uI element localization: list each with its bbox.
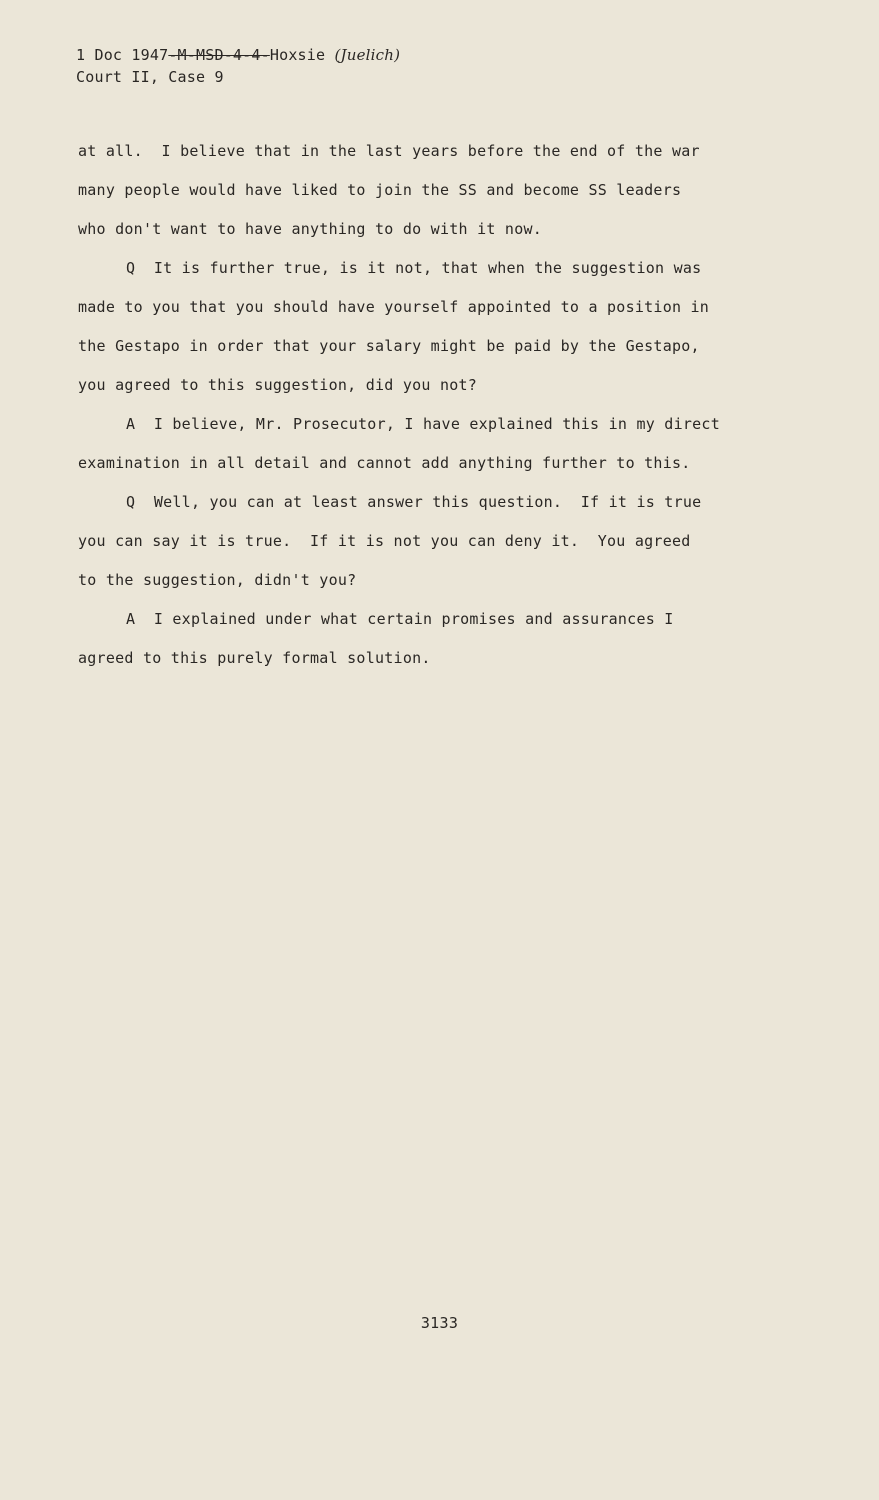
header-handwritten-name: (Juelich) [334, 46, 401, 64]
transcript-body [78, 132, 758, 678]
transcript-line: you agreed to this suggestion, did you not? [78, 376, 478, 394]
transcript-line: to the suggestion, didn't you? [78, 571, 357, 589]
transcript-line: at all. I believe that in the last years before the end of the war [78, 142, 700, 160]
transcript-line: examination in all detail and cannot add anything further to this. [78, 454, 691, 472]
header-doc-date: 1 Doc 1947 [76, 46, 169, 64]
header-struck-code: -M-MSD-4-4- [168, 46, 270, 64]
page-number: 3133 [420, 1314, 459, 1332]
transcript-line: you can say it is true. If it is not you can deny it. You agreed [78, 532, 691, 550]
transcript-line: the Gestapo in order that your salary might be paid by the Gestapo, [78, 337, 700, 355]
header-line-1 [76, 44, 400, 66]
header-court-case: Court II, Case 9 [76, 68, 224, 86]
transcript-line: made to you that you should have yourself appointed to a position in [78, 298, 710, 316]
header-reporter-name: Hoxsie [269, 46, 326, 64]
transcript-line-question: Q Well, you can at least answer this question. If it is true [126, 493, 702, 511]
transcript-line-answer: A I believe, Mr. Prosecutor, I have explained this in my direct [126, 415, 720, 433]
transcript-line: agreed to this purely formal solution. [78, 649, 431, 667]
document-header [76, 44, 400, 88]
transcript-line: who don't want to have anything to do with it now. [78, 220, 543, 238]
transcript-line: many people would have liked to join the SS and become SS leaders [78, 181, 682, 199]
transcript-line-answer: A I explained under what certain promises and assurances I [126, 610, 674, 628]
transcript-line-question: Q It is further true, is it not, that when the suggestion was [126, 259, 702, 277]
